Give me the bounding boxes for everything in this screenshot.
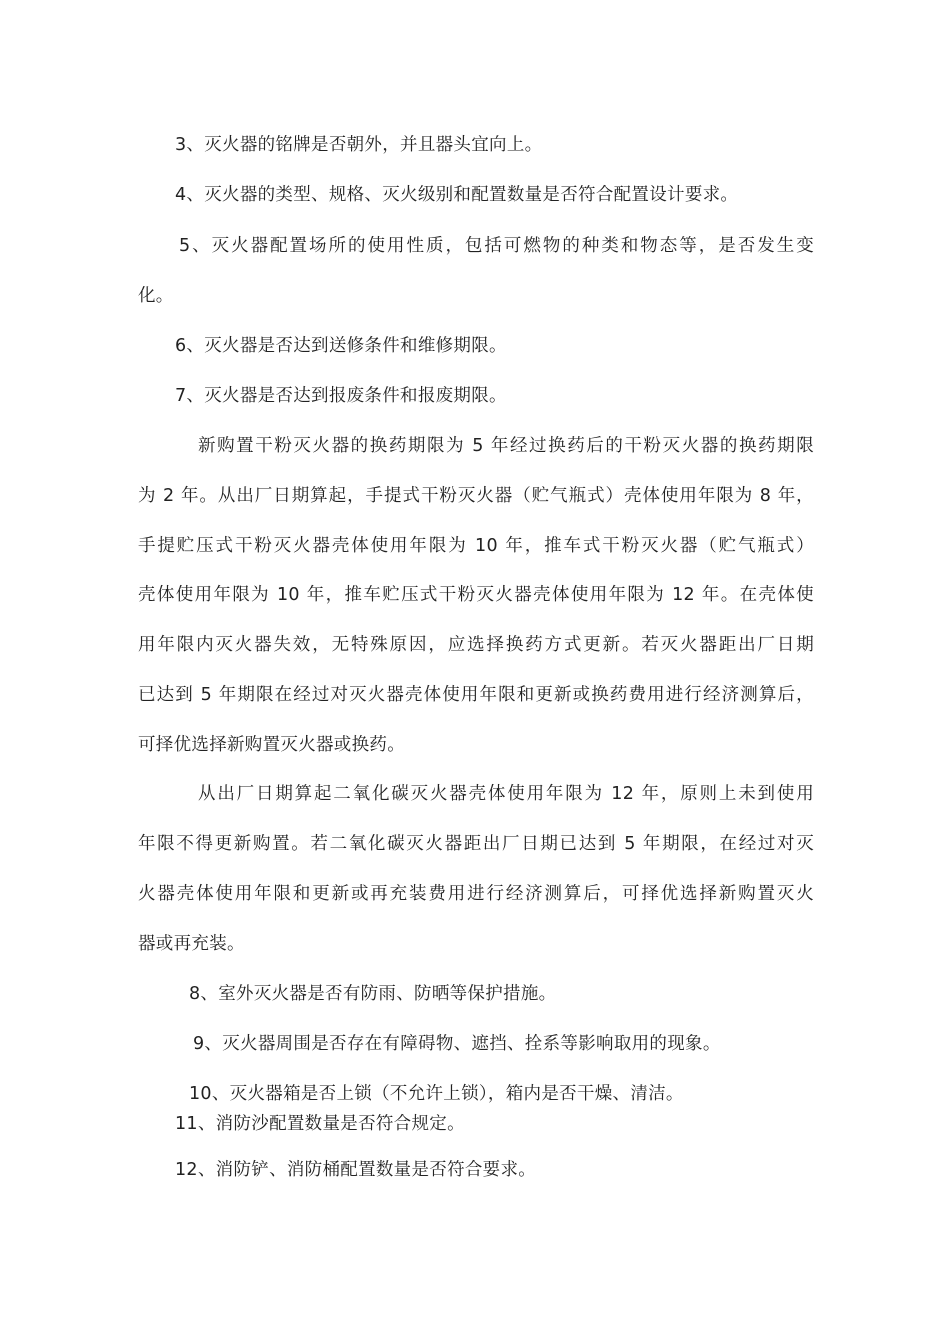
paragraph-2-line-3: 火器壳体使用年限和更新或再充装费用进行经济测算后，可择优选择新购置灭火: [138, 884, 814, 904]
paragraph-2-line-2: 年限不得更新购置。若二氧化碳灭火器距出厂日期已达到 5 年期限，在经过对灭: [138, 834, 814, 854]
item-11: 11、消防沙配置数量是否符合规定。: [175, 1114, 465, 1134]
item-8: 8、室外灭火器是否有防雨、防晒等保护措施。: [189, 984, 557, 1004]
item-4: 4、灭火器的类型、规格、灭火级别和配置数量是否符合配置设计要求。: [175, 185, 739, 205]
paragraph-2-line-1: 从出厂日期算起二氧化碳灭火器壳体使用年限为 12 年，原则上未到使用: [198, 784, 814, 804]
paragraph-1-line-7: 可择优选择新购置灭火器或换药。: [138, 735, 405, 755]
item-12: 12、消防铲、消防桶配置数量是否符合要求。: [175, 1160, 537, 1180]
paragraph-1-line-2: 为 2 年。从出厂日期算起，手提式干粉灭火器（贮气瓶式）壳体使用年限为 8 年，: [138, 486, 814, 506]
item-5-line-2: 化。: [138, 286, 174, 306]
paragraph-1-line-6: 已达到 5 年期限在经过对灭火器壳体使用年限和更新或换药费用进行经济测算后，: [138, 685, 814, 705]
paragraph-1-line-3: 手提贮压式干粉灭火器壳体使用年限为 10 年，推车式干粉灭火器（贮气瓶式）: [138, 536, 814, 556]
paragraph-1-line-4: 壳体使用年限为 10 年，推车贮压式干粉灭火器壳体使用年限为 12 年。在壳体使: [138, 585, 814, 605]
item-9: 9、灭火器周围是否存在有障碍物、遮挡、拴系等影响取用的现象。: [193, 1034, 721, 1054]
paragraph-1-line-1: 新购置干粉灭火器的换药期限为 5 年经过换药后的干粉灭火器的换药期限: [198, 436, 814, 456]
paragraph-2-line-4: 器或再充装。: [138, 934, 245, 954]
item-5-line-1: 5、灭火器配置场所的使用性质，包括可燃物的种类和物态等，是否发生变: [179, 236, 814, 256]
item-3: 3、灭火器的铭牌是否朝外，并且器头宜向上。: [175, 135, 543, 155]
item-10: 10、灭火器箱是否上锁（不允许上锁），箱内是否干燥、清洁。: [189, 1084, 684, 1104]
paragraph-1-line-5: 用年限内灭火器失效，无特殊原因，应选择换药方式更新。若灭火器距出厂日期: [138, 635, 814, 655]
item-6: 6、灭火器是否达到送修条件和维修期限。: [175, 336, 507, 356]
item-7: 7、灭火器是否达到报废条件和报废期限。: [175, 386, 507, 406]
